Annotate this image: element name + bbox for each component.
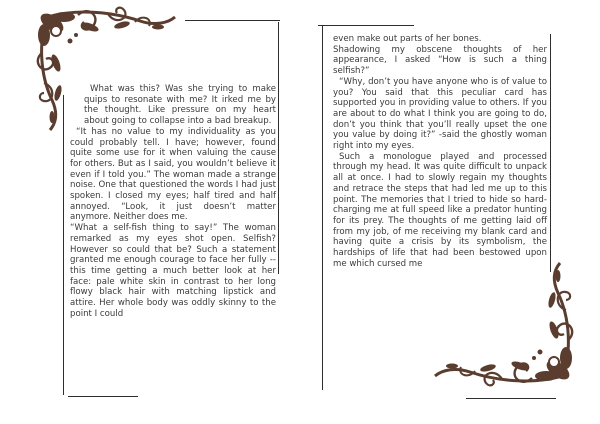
paragraph: Shadowing my obscene thoughts of her appearance, I asked “How is such a thing selfish?” — [333, 44, 547, 77]
left-page-border — [63, 95, 64, 395]
right-page-text — [333, 34, 547, 269]
paragraph: “It has no value to my individuality as you could probably tell. I have; however, found quite some use for it when valuing the cause for others. But as I said, you wouldn’t believe it even if I told you.” The woman made a strange noise. One that questioned the words I had just spoken. I closed my eyes; half tired and half annoyed. “Look, it just doesn’t matter anymore. Neither does me. — [70, 126, 276, 223]
right-page-right-border — [550, 34, 551, 272]
right-page — [333, 34, 547, 269]
paragraph: “What a self-fish thing to say!” The woman remarked as my eyes shot open. Selfish? However so could that be? Such a statement granted me enough courage to face her fully -- this time getting a much better look at her face: pale white skin in contrast to her long flowy black hair with matching lipstick and attire. Her whole body was oddly skinny to the point I could — [70, 223, 276, 319]
paragraph: What was this? Was she trying to make quips to resonate with me? It irked me by the thought. Like pressure on my heart about going to collapse into a bad breakup. — [84, 84, 276, 127]
top-right-rule — [318, 25, 414, 26]
bottom-right-rule — [466, 398, 556, 399]
paragraph: even make out parts of her bones. — [333, 34, 482, 44]
bottom-left-rule — [68, 396, 138, 397]
top-left-rule — [185, 20, 280, 21]
paragraph: “Why, don’t you have anyone who is of value to you? You said that this peculiar card has supported you in providing value to others. If you are about to do what I think you are going to do, don’t you think that you’ll really upset the one you value by doing it?” -said the ghostly woman right into my eyes. — [333, 76, 547, 152]
paragraph: Such a monologue played and processed through my head. It was quite difficult to unpack all at once. I had to slowly regain my thoughts and retrace the steps that had led me up to this point. The memories that I tried to hide so hard-charging me at full speed like a predator hunting for its prey. The thoughts of me getting laid off from my job, of me receiving my blank card and having quite a crisis by its symbolism, the hardships of life that had been bestowed upon me which cursed me — [333, 151, 547, 269]
left-page-right-border — [278, 22, 279, 274]
right-page-left-border — [322, 25, 323, 390]
left-page-text — [70, 84, 276, 319]
left-page — [70, 84, 276, 319]
flourish-corner-ornament-icon — [430, 258, 580, 388]
